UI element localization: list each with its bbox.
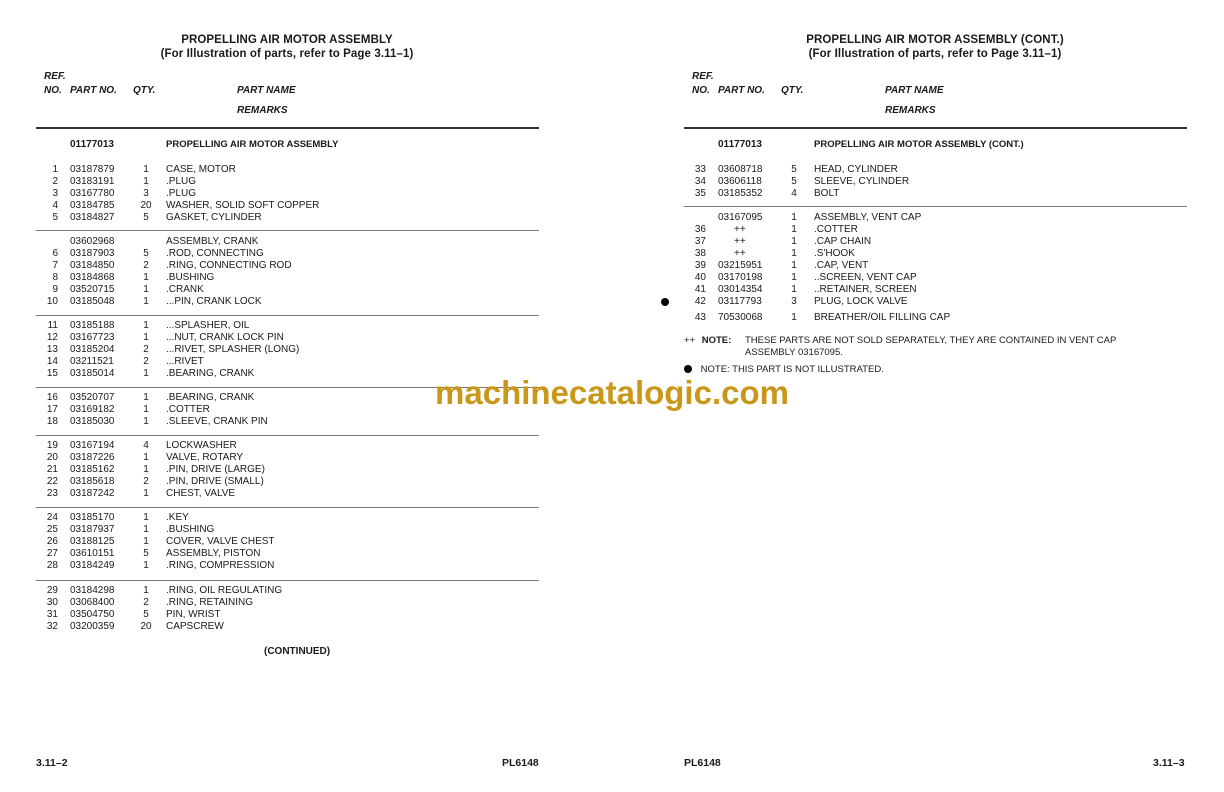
ref-no: 20 [46,452,58,463]
part-number: 03185204 [70,344,115,355]
note2-text: NOTE: THIS PART IS NOT ILLUSTRATED. [700,364,884,375]
page-title: PROPELLING AIR MOTOR ASSEMBLY [181,34,393,46]
part-name: .PLUG [166,176,197,187]
ref-no: 1 [52,164,58,175]
part-number: 03188125 [70,536,115,547]
part-row [0,260,600,272]
part-name: GASKET, CYLINDER [166,212,262,223]
part-name: .RING, OIL REGULATING [166,585,283,596]
part-row [0,236,600,248]
part-name: HEAD, CYLINDER [814,164,898,175]
part-name: CAPSCREW [166,621,224,632]
continued-label: (CONTINUED) [264,646,331,657]
ref-no: 22 [46,476,58,487]
part-row [612,284,1212,296]
header-rule [684,127,1187,129]
part-row [0,344,600,356]
part-number: 03185170 [70,512,115,523]
part-row [0,440,600,452]
part-row [0,188,600,200]
quantity: 1 [143,404,149,415]
ref-no: 4 [52,200,58,211]
part-number: 03215951 [718,260,763,271]
not-illustrated-bullet-icon [661,298,669,306]
part-row [0,416,600,428]
part-row [0,536,600,548]
part-row [0,200,600,212]
part-number: 03167095 [718,212,763,223]
part-row [0,272,600,284]
quantity: 1 [791,236,797,247]
part-name: ...NUT, CRANK LOCK PIN [166,332,284,343]
quantity: 5 [143,212,149,223]
part-number: 03211521 [70,356,114,367]
part-row [612,248,1212,260]
part-name: .RING, COMPRESSION [166,560,275,571]
part-row [0,560,600,572]
part-row [0,296,600,308]
part-row [0,609,600,621]
part-number: 03185618 [70,476,115,487]
part-number: 03117793 [718,296,762,307]
quantity: 2 [143,260,149,271]
quantity: 1 [143,392,149,403]
group-divider [36,507,539,508]
part-number: 03187903 [70,248,115,259]
quantity: 1 [143,464,149,475]
assembly-part-no: 01177013 [718,139,762,150]
quantity: 4 [143,440,149,451]
part-row [0,512,600,524]
page-subtitle: (For Illustration of parts, refer to Page 3.11–1) [808,48,1062,60]
quantity: 5 [143,248,149,259]
ref-no: 10 [46,296,58,307]
part-name: CASE, MOTOR [166,164,236,175]
ref-no: 38 [694,248,706,259]
ref-no: 27 [46,548,58,559]
ref-no: 36 [694,224,706,235]
note-prefix: ++ [684,335,696,346]
part-number: 03187242 [70,488,115,499]
quantity: 1 [791,260,797,271]
group-divider [36,435,539,436]
part-number: ++ [734,224,746,235]
part-number: 03185352 [718,188,763,199]
quantity: 1 [791,272,797,283]
part-row [0,248,600,260]
part-number: 03184298 [70,585,115,596]
quantity: 1 [143,416,149,427]
part-name: ASSEMBLY, VENT CAP [814,212,922,223]
ref-no: 35 [694,188,706,199]
part-number: 03187879 [70,164,115,175]
part-name: PLUG, LOCK VALVE [814,296,908,307]
header-no: NO. [44,85,62,96]
ref-no: 29 [46,585,58,596]
part-name: .ROD, CONNECTING [166,248,264,259]
part-number: 70530068 [718,312,763,323]
header-ref: REF. [44,71,66,82]
quantity: 1 [143,272,149,283]
quantity: 1 [143,176,149,187]
quantity: 1 [143,452,149,463]
header-remarks: REMARKS [885,105,936,116]
ref-no: 15 [46,368,58,379]
header-qty: QTY. [133,85,156,96]
quantity: 1 [791,284,797,295]
part-name: .PIN, DRIVE (SMALL) [166,476,264,487]
part-row [0,320,600,332]
page-number: 3.11–2 [36,757,68,769]
part-number: 03606118 [718,176,762,187]
part-number: 03170198 [718,272,763,283]
part-row [612,188,1212,200]
part-number: 03185162 [70,464,115,475]
quantity: 3 [791,296,797,307]
part-number: 03183191 [70,176,115,187]
ref-no: 23 [46,488,58,499]
part-row [0,164,600,176]
page-subtitle: (For Illustration of parts, refer to Page 3.11–1) [160,48,414,60]
note-vent-cap [684,335,1184,358]
part-row [0,597,600,609]
part-number: 03610151 [70,548,115,559]
part-row [0,585,600,597]
quantity: 20 [140,621,152,632]
ref-no: 12 [46,332,58,343]
ref-no: 18 [46,416,58,427]
part-name: VALVE, ROTARY [166,452,244,463]
part-name: ...RIVET, SPLASHER (LONG) [166,344,300,355]
part-number: 03184850 [70,260,115,271]
ref-no: 24 [46,512,58,523]
ref-no: 25 [46,524,58,535]
part-number: ++ [734,248,746,259]
part-name: .CAP CHAIN [814,236,872,247]
quantity: 5 [143,548,149,559]
bullet-icon [684,365,692,373]
part-name: ..RETAINER, SCREEN [814,284,917,295]
part-row [0,524,600,536]
ref-no: 41 [694,284,706,295]
header-part-name: PART NAME [885,85,944,96]
part-number: 03185014 [70,368,115,379]
part-number: 03184868 [70,272,115,283]
part-name: .CAP, VENT [814,260,869,271]
group-divider [684,206,1187,207]
part-number: 03187226 [70,452,115,463]
part-row [612,236,1212,248]
part-row [0,548,600,560]
part-name: .BEARING, CRANK [166,368,255,379]
part-name: .BUSHING [166,524,215,535]
part-number: 03608718 [718,164,763,175]
quantity: 1 [791,312,797,323]
ref-no: 33 [694,164,706,175]
assembly-name: PROPELLING AIR MOTOR ASSEMBLY (CONT.) [814,139,1024,150]
part-name: .CRANK [166,284,204,295]
part-number: 03185030 [70,416,115,427]
quantity: 1 [143,284,149,295]
part-number: 03068400 [70,597,115,608]
ref-no: 14 [46,356,58,367]
note-text: THESE PARTS ARE NOT SOLD SEPARATELY, THEY ARE CONTAINED IN VENT CAP [745,335,1117,346]
ref-no: 19 [46,440,58,451]
ref-no: 17 [46,404,58,415]
ref-no: 31 [46,609,58,620]
part-number: 03185188 [70,320,115,331]
quantity: 1 [143,536,149,547]
part-row [612,224,1212,236]
part-name: .S'HOOK [814,248,855,259]
part-row [0,176,600,188]
part-row [0,621,600,633]
assembly-name: PROPELLING AIR MOTOR ASSEMBLY [166,139,339,150]
part-number: 03184827 [70,212,115,223]
ref-no: 43 [694,312,706,323]
ref-no: 30 [46,597,58,608]
quantity: 2 [143,597,149,608]
part-name: BREATHER/OIL FILLING CAP [814,312,951,323]
part-row [612,296,1212,308]
ref-no: 40 [694,272,706,283]
part-number: 03520715 [70,284,115,295]
page-title: PROPELLING AIR MOTOR ASSEMBLY (CONT.) [806,34,1064,46]
part-name: .PLUG [166,188,197,199]
part-name: ...SPLASHER, OIL [166,320,250,331]
part-name: .RING, CONNECTING ROD [166,260,292,271]
part-row [0,488,600,500]
ref-no: 16 [46,392,58,403]
part-number: 03520707 [70,392,115,403]
header-part-no: PART NO. [718,85,765,96]
quantity: 1 [143,320,149,331]
quantity: 5 [791,164,797,175]
ref-no: 21 [46,464,58,475]
quantity: 4 [791,188,797,199]
header-no: NO. [692,85,710,96]
header-ref: REF. [692,71,714,82]
part-name: ...RIVET [166,356,204,367]
part-row [612,176,1212,188]
part-number: 03504750 [70,609,115,620]
quantity: 5 [143,609,149,620]
part-name: WASHER, SOLID SOFT COPPER [166,200,320,211]
quantity: 1 [143,512,149,523]
part-name: .COTTER [814,224,858,235]
part-name: .SLEEVE, CRANK PIN [166,416,268,427]
part-name: .BEARING, CRANK [166,392,255,403]
note-label: NOTE: [701,335,732,346]
part-row [612,212,1212,224]
part-number: 03184785 [70,200,115,211]
part-name: PIN, WRIST [166,609,221,620]
ref-no: 3 [52,188,58,199]
group-divider [36,315,539,316]
part-number: 03167780 [70,188,115,199]
quantity: 1 [143,296,149,307]
ref-no: 34 [694,176,706,187]
part-name: .COTTER [166,404,210,415]
group-divider [36,230,539,231]
note-text-cont: ASSEMBLY 03167095. [745,347,843,358]
part-name: COVER, VALVE CHEST [166,536,275,547]
doc-code: PL6148 [684,757,721,769]
part-name: .BUSHING [166,272,215,283]
header-part-no: PART NO. [70,85,117,96]
part-row [0,284,600,296]
part-name: .KEY [166,512,189,523]
part-name: CHEST, VALVE [166,488,236,499]
quantity: 1 [791,212,797,223]
header-part-name: PART NAME [237,85,296,96]
part-number: 03184249 [70,560,115,571]
ref-no: 7 [52,260,58,271]
part-number: 03167194 [70,440,115,451]
part-row [0,452,600,464]
quantity: 1 [791,224,797,235]
page-number: 3.11–3 [1153,757,1185,769]
part-number: 03014354 [718,284,763,295]
part-name: BOLT [814,188,840,199]
part-name: .PIN, DRIVE (LARGE) [166,464,265,475]
quantity: 2 [143,356,149,367]
header-remarks: REMARKS [237,105,288,116]
quantity: 1 [143,524,149,535]
ref-no: 39 [694,260,706,271]
ref-no: 8 [52,272,58,283]
part-number: 03187937 [70,524,115,535]
part-name: ASSEMBLY, PISTON [166,548,261,559]
part-number: 03185048 [70,296,115,307]
quantity: 1 [143,585,149,596]
part-number: 03602968 [70,236,115,247]
doc-code: PL6148 [502,757,539,769]
ref-no: 37 [694,236,706,247]
ref-no: 2 [52,176,58,187]
watermark: machinecatalogic.com [435,374,789,411]
part-row [0,356,600,368]
quantity: 3 [143,188,149,199]
part-name: ASSEMBLY, CRANK [166,236,259,247]
quantity: 1 [143,164,149,175]
part-row [612,164,1212,176]
ref-no: 6 [52,248,58,259]
quantity: 20 [140,200,152,211]
part-name: LOCKWASHER [166,440,237,451]
part-name: ..SCREEN, VENT CAP [814,272,917,283]
quantity: 1 [791,248,797,259]
part-row [612,272,1212,284]
quantity: 1 [143,332,149,343]
ref-no: 13 [46,344,58,355]
part-number: 03167723 [70,332,115,343]
part-number: ++ [734,236,746,247]
quantity: 1 [143,488,149,499]
part-number: 03169182 [70,404,115,415]
ref-no: 32 [46,621,58,632]
header-qty: QTY. [781,85,804,96]
quantity: 1 [143,560,149,571]
part-row [0,212,600,224]
ref-no: 9 [52,284,58,295]
group-divider [36,580,539,581]
quantity: 2 [143,476,149,487]
assembly-part-no: 01177013 [70,139,114,150]
ref-no: 26 [46,536,58,547]
part-name: .RING, RETAINING [166,597,254,608]
quantity: 1 [143,368,149,379]
part-name: ...PIN, CRANK LOCK [166,296,262,307]
part-name: SLEEVE, CYLINDER [814,176,910,187]
part-row [0,464,600,476]
part-row [0,332,600,344]
header-rule [36,127,539,129]
quantity: 2 [143,344,149,355]
part-number: 03200359 [70,621,115,632]
ref-no: 5 [52,212,58,223]
assembly-row [612,139,1212,151]
part-row [612,260,1212,272]
quantity: 5 [791,176,797,187]
assembly-row [0,139,600,151]
ref-no: 42 [694,296,706,307]
ref-no: 11 [47,320,58,331]
part-row [612,312,1212,324]
ref-no: 28 [46,560,58,571]
part-row [0,476,600,488]
